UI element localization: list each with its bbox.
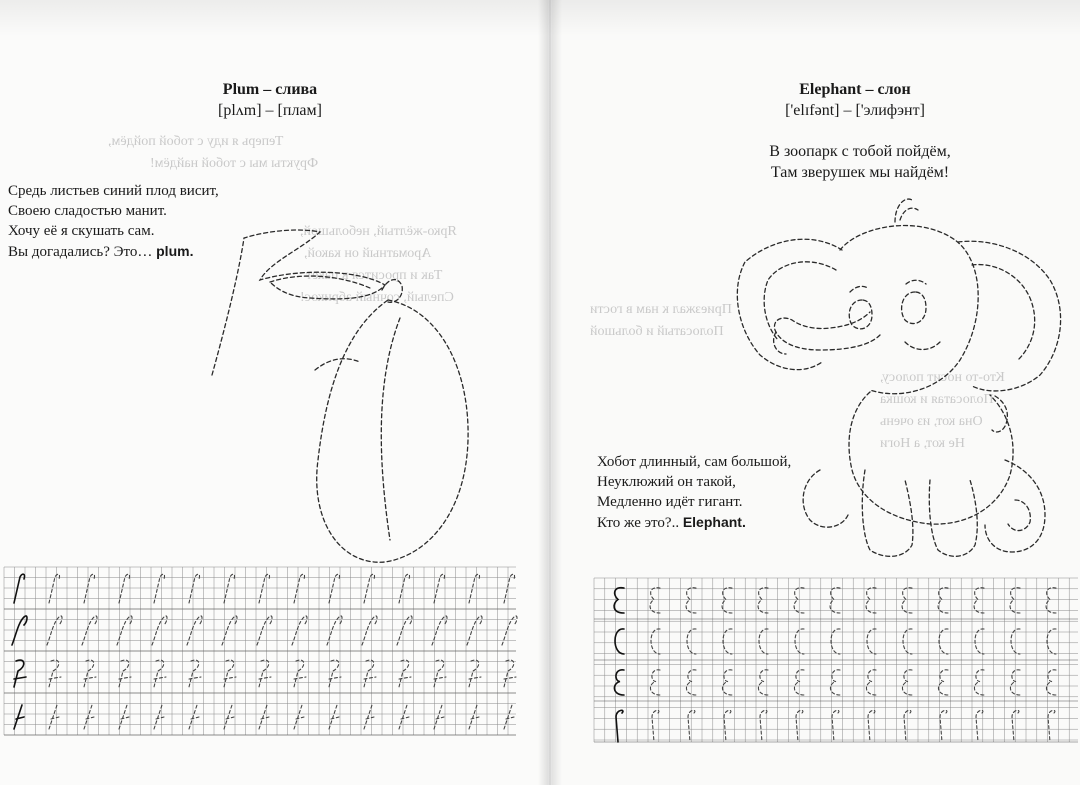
bleed-through-left: Так и просится в пакет xyxy=(306,268,443,283)
elephant-transcription: ['elɪfənt] – ['элифэнт] xyxy=(785,102,925,119)
elephant-tail xyxy=(992,396,1007,432)
trace-letter-stroke xyxy=(1047,629,1056,654)
bleed-through-right: Полосатая и кошка xyxy=(880,392,994,407)
trace-letter-stroke xyxy=(832,710,839,742)
trace-letter-stroke xyxy=(688,710,695,742)
trace-letter-stroke xyxy=(976,710,983,742)
trace-letter-stroke xyxy=(1011,629,1020,654)
verse-line: Неуклюжий он такой, xyxy=(597,474,736,490)
trace-letter-stroke xyxy=(723,629,732,654)
elephant-tuft xyxy=(895,199,918,222)
bleed-through-left: Ярко-жёлтый, небольшой, xyxy=(300,224,457,239)
verse-line: Вы догадались? Это… xyxy=(8,244,153,260)
trace-letter-stroke xyxy=(830,670,840,695)
elephant-brow xyxy=(850,280,926,292)
elephant-title: Elephant – слон xyxy=(799,81,911,98)
elephant-foot-pad xyxy=(1008,500,1030,531)
intro-line: Там зверушек мы найдём! xyxy=(770,164,950,181)
sample-letter-stroke xyxy=(615,629,624,654)
trace-letter-stroke xyxy=(903,629,912,654)
elephant-left-foot xyxy=(803,470,848,527)
verse-line: Своею сладостью манит. xyxy=(8,203,167,219)
bleed-through-right: Не кот, а Ноги xyxy=(880,436,965,451)
verse-line: Хобот длинный, сам большой, xyxy=(597,454,792,470)
trace-letter-stroke xyxy=(1046,670,1056,695)
trace-letter-stroke xyxy=(760,710,767,742)
elephant-copybook-grid xyxy=(594,578,1078,743)
trace-letter-stroke xyxy=(758,588,768,613)
bleed-through-left: Фрукты мы с тобой найдём! xyxy=(150,156,319,171)
verse-line: Кто же это?.. xyxy=(597,515,680,531)
elephant-answer: Elephant. xyxy=(682,514,746,530)
verse-line: Медленно идёт гигант. xyxy=(597,494,743,510)
sample-letter-stroke xyxy=(614,670,624,695)
bleed-through-right: Полосатый и большой xyxy=(590,324,724,339)
elephant-front-leg-left xyxy=(862,470,913,556)
elephant-trunk xyxy=(774,312,880,350)
plum-answer: plum. xyxy=(156,243,194,259)
trace-letter-stroke xyxy=(831,629,840,654)
trace-letter-stroke xyxy=(974,588,984,613)
verse-line: Средь листьев синий плод висит, xyxy=(8,183,219,199)
bleed-through-right: Приезжал к нам в гости xyxy=(590,302,732,317)
plum-transcription: [plʌm] – [плам] xyxy=(218,102,322,119)
trace-letter-stroke xyxy=(722,670,732,695)
elephant-body xyxy=(849,392,1013,524)
trace-letter-stroke xyxy=(940,710,947,742)
elephant-right-ear xyxy=(958,241,1061,391)
trace-letter-stroke xyxy=(1012,710,1019,742)
elephant-trunk-tip xyxy=(774,332,786,354)
trace-letter-stroke xyxy=(650,588,660,613)
bleed-through-right: Она кот, из очень xyxy=(880,414,983,429)
elephant-right-eye xyxy=(902,292,926,324)
intro-line: В зоопарк с тобой пойдём, xyxy=(769,143,951,160)
trace-letter-stroke xyxy=(796,710,803,742)
trace-letter-stroke xyxy=(866,588,876,613)
bleed-through-left: Ароматный он какой, xyxy=(304,246,432,261)
trace-letter-stroke xyxy=(868,710,875,742)
trace-letter-stroke xyxy=(795,629,804,654)
sample-letter-stroke xyxy=(616,710,623,742)
trace-letter-stroke xyxy=(938,670,948,695)
elephant-back-leg xyxy=(985,460,1045,552)
verse-line: Хочу её я скушать сам. xyxy=(8,223,155,239)
bleed-through-left: Спелый, сочный абрикос! xyxy=(300,290,454,305)
trace-letter-stroke xyxy=(1048,710,1055,742)
trace-letter-stroke xyxy=(939,629,948,654)
elephant-mouth xyxy=(905,342,940,350)
elephant-left-eye xyxy=(849,300,872,329)
trace-letter-stroke xyxy=(687,629,696,654)
bleed-through-right: Кто-то носит полосу, xyxy=(880,370,1005,385)
plum-title: Plum – слива xyxy=(222,81,318,98)
bleed-through-left: Теперь я иду с тобой пойдём, xyxy=(108,134,284,149)
elephant-head xyxy=(840,226,978,394)
elephant-front-leg-right xyxy=(929,480,977,556)
trace-letter-stroke xyxy=(904,710,911,742)
trace-letter-stroke xyxy=(652,710,659,742)
elephant-right-ear-inner xyxy=(972,265,1035,360)
trace-letter-stroke xyxy=(724,710,731,742)
